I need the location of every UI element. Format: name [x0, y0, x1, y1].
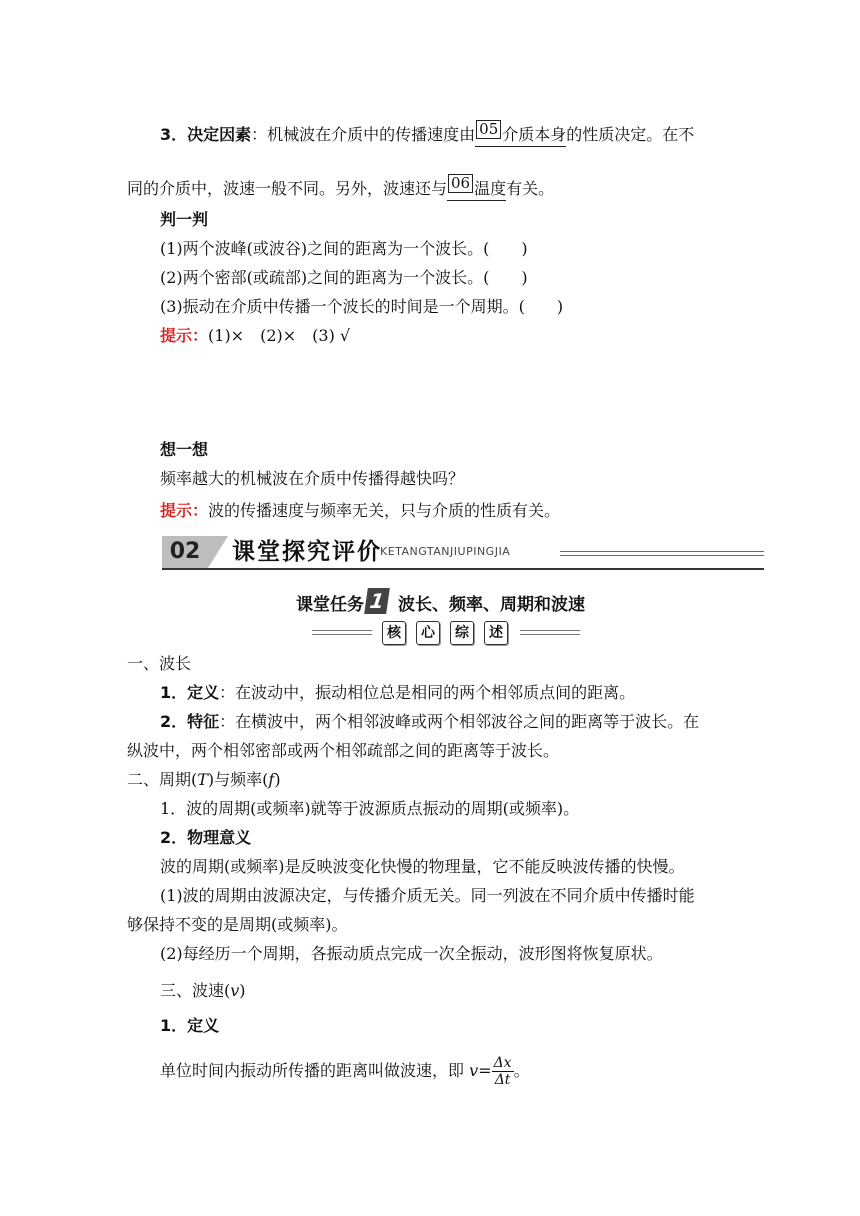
- feat-text: ：在横波中，两个相邻波峰或两个相邻波谷之间的距离等于波长。在: [219, 712, 700, 731]
- think-heading: 想一想: [160, 440, 209, 459]
- summary-chars: [382, 621, 518, 645]
- speed-heading: [160, 980, 246, 1002]
- factor-line-1: [160, 120, 694, 147]
- def-label: 1．定义: [160, 683, 220, 702]
- blank-06: [447, 174, 506, 201]
- period-point-1b: 够保持不变的是周期(或频率)。: [127, 915, 348, 934]
- period-point-2: (2)每经历一个周期，各振动质点完成一次全振动，波形图将恢复原状。: [160, 944, 663, 963]
- summary-dash-left: [312, 630, 372, 631]
- section-banner: [162, 536, 764, 570]
- factor-text-2: 的性质决定。在不: [566, 125, 695, 144]
- summary-char-4: 述: [484, 621, 508, 645]
- summary-char-2: 心: [416, 621, 440, 645]
- formula-end: 。: [513, 1061, 530, 1080]
- wavelength-definition: [160, 682, 635, 704]
- judge-hint-label: 提示：: [160, 326, 209, 345]
- judge-hint-text: (1)× (2)× (3) √: [208, 326, 351, 345]
- judge-heading: 判一判: [160, 210, 209, 229]
- speed-heading-a: 三、波速(: [160, 981, 231, 1000]
- judge-item-3: (3)振动在介质中传播一个波长的时间是一个周期。( ): [160, 297, 564, 316]
- judge-item-1: (1)两个波峰(或波谷)之间的距离为一个波长。( ): [160, 239, 528, 258]
- think-question: 频率越大的机械波在介质中传播得越快吗？: [160, 469, 465, 488]
- summary-char-1: 核: [382, 621, 406, 645]
- formula-fraction: [492, 1055, 514, 1088]
- answer-05: 介质本身: [502, 125, 567, 144]
- period-item-2-text: 波的周期(或频率)是反映波变化快慢的物理量，它不能反映波传播的快慢。: [160, 857, 685, 876]
- think-hint-text: 波的传播速度与频率无关，只与介质的性质有关。: [208, 501, 561, 520]
- answer-06: 温度: [474, 179, 507, 198]
- answer-number-05: 05: [476, 120, 501, 139]
- task-prefix: 课堂任务: [296, 595, 364, 615]
- symbol-v: v: [230, 981, 240, 1000]
- think-hint: [160, 500, 560, 522]
- symbol-T: T: [197, 770, 208, 789]
- section-rule-bottom: [162, 568, 764, 570]
- speed-def-label: 1．定义: [160, 1016, 220, 1035]
- symbol-f: f: [268, 770, 275, 789]
- summary-char-3: 综: [450, 621, 474, 645]
- period-heading-b: )与频率(: [207, 770, 269, 789]
- task-number: 1: [364, 588, 390, 614]
- section-title: 课堂探究评价: [232, 539, 382, 565]
- period-heading-a: 二、周期(: [127, 770, 198, 789]
- factor-line-2: [127, 174, 554, 201]
- speed-def: [160, 1051, 530, 1091]
- think-hint-label: 提示：: [160, 501, 209, 520]
- factor-text-3: 同的介质中，波速一般不同。另外，波速还与: [127, 179, 448, 198]
- factor-text-1: ：机械波在介质中的传播速度由: [251, 125, 476, 144]
- speed-heading-b: ): [239, 981, 246, 1000]
- summary-dash-right: [520, 630, 580, 631]
- section-number: 02: [162, 536, 208, 568]
- formula-denominator: Δt: [494, 1072, 511, 1088]
- wavelength-feature: [160, 711, 699, 733]
- section-rule-middle: [560, 555, 764, 556]
- summary-dash-left-2: [312, 634, 372, 635]
- period-point-1a: (1)波的周期由波源决定，与传播介质无关。同一列波在不同介质中传播时能: [160, 886, 695, 905]
- feat-label: 2．特征: [160, 712, 220, 731]
- section-pinyin: KETANGTANJIUPINGJIA: [380, 545, 511, 558]
- formula-numerator: Δx: [493, 1055, 512, 1071]
- period-item-2-label: 2．物理意义: [160, 828, 252, 847]
- def-text: ：在波动中，振动相位总是相同的两个相邻质点间的距离。: [219, 683, 636, 702]
- wavelength-heading: 一、波长: [127, 654, 192, 673]
- section-rule-top: [560, 551, 764, 552]
- summary-header: [312, 621, 580, 647]
- task-title: 波长、频率、周期和波速: [398, 595, 585, 615]
- answer-number-06: 06: [448, 174, 473, 193]
- formula-lhs: v=: [469, 1061, 492, 1080]
- section-slant: [208, 536, 228, 568]
- task-heading: [296, 588, 585, 618]
- speed-def-text: 单位时间内振动所传播的距离叫做波速，即: [160, 1061, 465, 1080]
- period-item-1: 1．波的周期(或频率)就等于波源质点振动的周期(或频率)。: [160, 799, 580, 818]
- period-heading-c: ): [274, 770, 281, 789]
- blank-05: [475, 120, 566, 147]
- factor-text-4: 有关。: [506, 179, 555, 198]
- judge-hint: [160, 325, 350, 347]
- period-heading: [127, 769, 281, 791]
- factor-label: 3．决定因素: [160, 125, 252, 144]
- wavelength-feature-cont: 纵波中，两个相邻密部或两个相邻疏部之间的距离等于波长。: [127, 741, 560, 760]
- judge-item-2: (2)两个密部(或疏部)之间的距离为一个波长。( ): [160, 268, 528, 287]
- summary-dash-right-2: [520, 634, 580, 635]
